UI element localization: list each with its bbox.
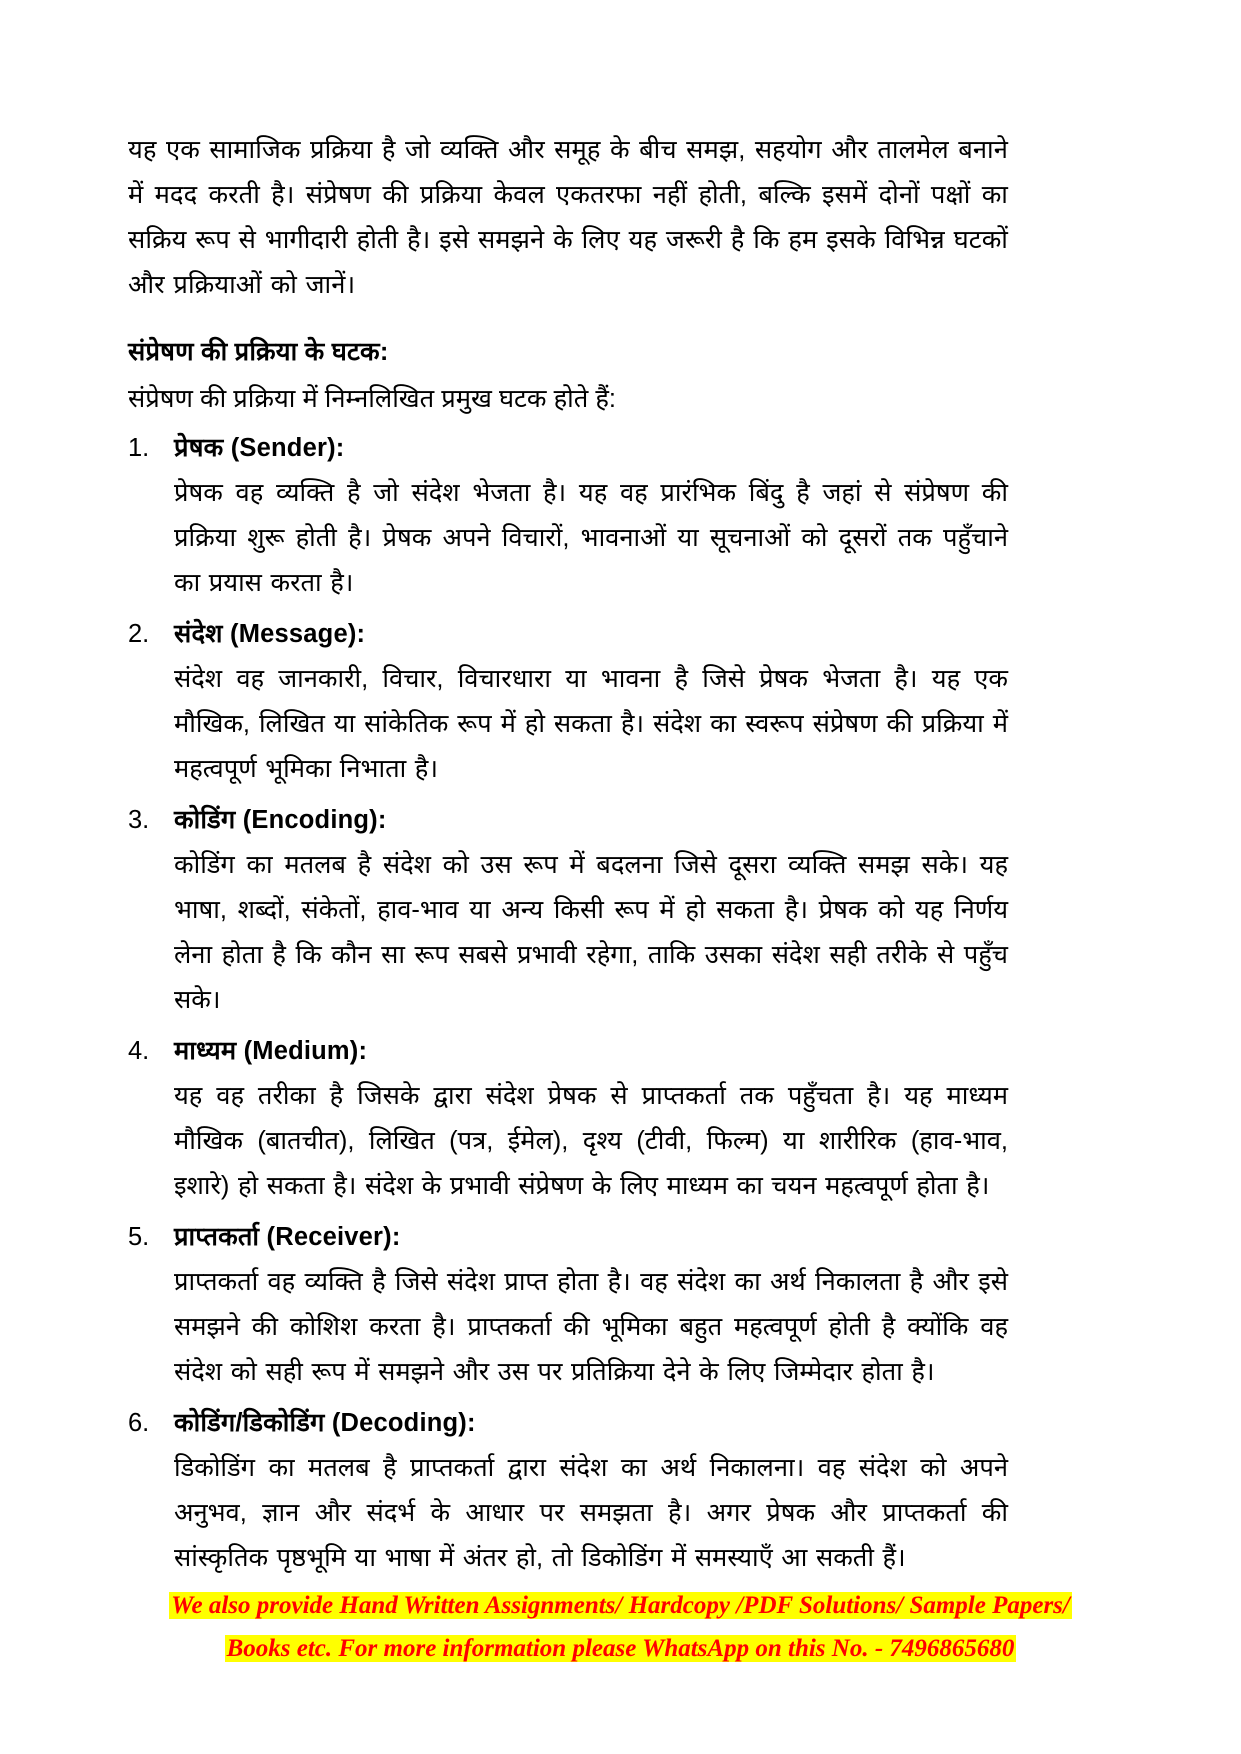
list-marker: 5. [128, 1223, 150, 1251]
list-item [128, 1401, 1008, 1581]
list-item [128, 426, 1008, 606]
list-item-title [174, 612, 1008, 657]
list-item-body: डिकोडिंग का मतलब है प्राप्तकर्ता द्वारा संदेश का अर्थ निकालना। वह संदेश को अपने अनुभव, ज्ञान और संदर्भ के आधार पर समझता है। अगर प्रेषक और प्राप्तकर्ता की सांस्कृतिक पृष्ठभूमि या भाषा में अंतर हो, तो डिकोडिंग में समस्याएँ आ सकती हैं। [174, 1454, 1008, 1572]
list-item-body: यह वह तरीका है जिसके द्वारा संदेश प्रेषक से प्राप्तकर्ता तक पहुँचता है। यह माध्यम मौखिक (बातचीत), लिखित (पत्र, ईमेल), दृश्य (टीवी, फिल्म) या शारीरिक (हाव-भाव, इशारे) हो सकता है। संदेश के प्रभावी संप्रेषण के लिए माध्यम का चयन महत्वपूर्ण होता है। [174, 1082, 1008, 1200]
list-item-body: प्राप्तकर्ता वह व्यक्ति है जिसे संदेश प्राप्त होता है। वह संदेश का अर्थ निकालता है और इसे समझने की कोशिश करता है। प्राप्तकर्ता की भूमिका बहुत महत्वपूर्ण होती है क्योंकि वह संदेश को सही रूप में समझने और उस पर प्रतिक्रिया देने के लिए जिम्मेदार होता है। [174, 1268, 1008, 1386]
promo-footer-banner [0, 1586, 1241, 1672]
lead-line: संप्रेषण की प्रक्रिया में निम्नलिखित प्रमुख घटक होते हैं: [128, 385, 616, 413]
promo-footer-text-2: Books etc. For more information please WhatsApp on this No. - 7496865680 [226, 1635, 1015, 1662]
components-list [128, 426, 1008, 1581]
list-item-title [174, 798, 1008, 843]
list-item [128, 1215, 1008, 1395]
list-item-title-hi: प्रेषक [174, 434, 224, 462]
list-marker: 4. [128, 1037, 150, 1065]
list-item-title-en: (Encoding): [242, 806, 387, 834]
list-item-title-hi: प्राप्तकर्ता [174, 1223, 260, 1251]
list-item-title [174, 1215, 1008, 1260]
promo-footer-line-1 [0, 1586, 1241, 1629]
list-item-title-hi: कोडिंग/डिकोडिंग [174, 1409, 325, 1437]
list-item-title-hi: माध्यम [174, 1037, 237, 1065]
promo-footer-text-1: We also provide Hand Written Assignments/ Hardcopy /PDF Solutions/ Sample Papers/ [171, 1592, 1070, 1619]
list-item-title-en: (Decoding): [331, 1409, 476, 1437]
intro-paragraph: यह एक सामाजिक प्रक्रिया है जो व्यक्ति और समूह के बीच समझ, सहयोग और तालमेल बनाने में मदद करती है। संप्रेषण की प्रक्रिया केवल एकतरफा नहीं होती, बल्कि इसमें दोनों पक्षों का सक्रिय रूप से भागीदारी होती है। इसे समझने के लिए यह जरूरी है कि हम इसके विभिन्न घटकों और प्रक्रियाओं को जानें। [128, 136, 1008, 299]
document-body [128, 128, 1008, 1587]
list-item-title [174, 426, 1008, 471]
list-marker: 6. [128, 1409, 150, 1437]
list-marker: 1. [128, 434, 150, 462]
list-item-title-hi: संदेश [174, 620, 223, 648]
list-item-body: प्रेषक वह व्यक्ति है जो संदेश भेजता है। यह वह प्रारंभिक बिंदु है जहां से संप्रेषण की प्रक्रिया शुरू होती है। प्रेषक अपने विचारों, भावनाओं या सूचनाओं को दूसरों तक पहुँचाने का प्रयास करता है। [174, 479, 1008, 597]
list-item [128, 612, 1008, 792]
list-item-body: कोडिंग का मतलब है संदेश को उस रूप में बदलना जिसे दूसरा व्यक्ति समझ सके। यह भाषा, शब्दों, संकेतों, हाव-भाव या अन्य किसी रूप में हो सकता है। प्रेषक को यह निर्णय लेना होता है कि कौन सा रूप सबसे प्रभावी रहेगा, ताकि उसका संदेश सही तरीके से पहुँच सके। [174, 851, 1008, 1014]
list-item-title-en: (Medium): [243, 1037, 368, 1065]
list-marker: 2. [128, 620, 150, 648]
list-item-title [174, 1029, 1008, 1074]
list-item-title-en: (Receiver): [266, 1223, 401, 1251]
list-marker: 3. [128, 806, 150, 834]
section-heading: संप्रेषण की प्रक्रिया के घटक: [128, 338, 389, 366]
list-item [128, 1029, 1008, 1209]
list-item-title-en: (Sender): [230, 434, 345, 462]
list-item-title-en: (Message): [230, 620, 366, 648]
list-item-title [174, 1401, 1008, 1446]
list-item-title-hi: कोडिंग [174, 806, 236, 834]
list-item-body: संदेश वह जानकारी, विचार, विचारधारा या भावना है जिसे प्रेषक भेजता है। यह एक मौखिक, लिखित या सांकेतिक रूप में हो सकता है। संदेश का स्वरूप संप्रेषण की प्रक्रिया में महत्वपूर्ण भूमिका निभाता है। [174, 665, 1008, 783]
promo-footer-line-2 [0, 1629, 1241, 1672]
list-item [128, 798, 1008, 1023]
